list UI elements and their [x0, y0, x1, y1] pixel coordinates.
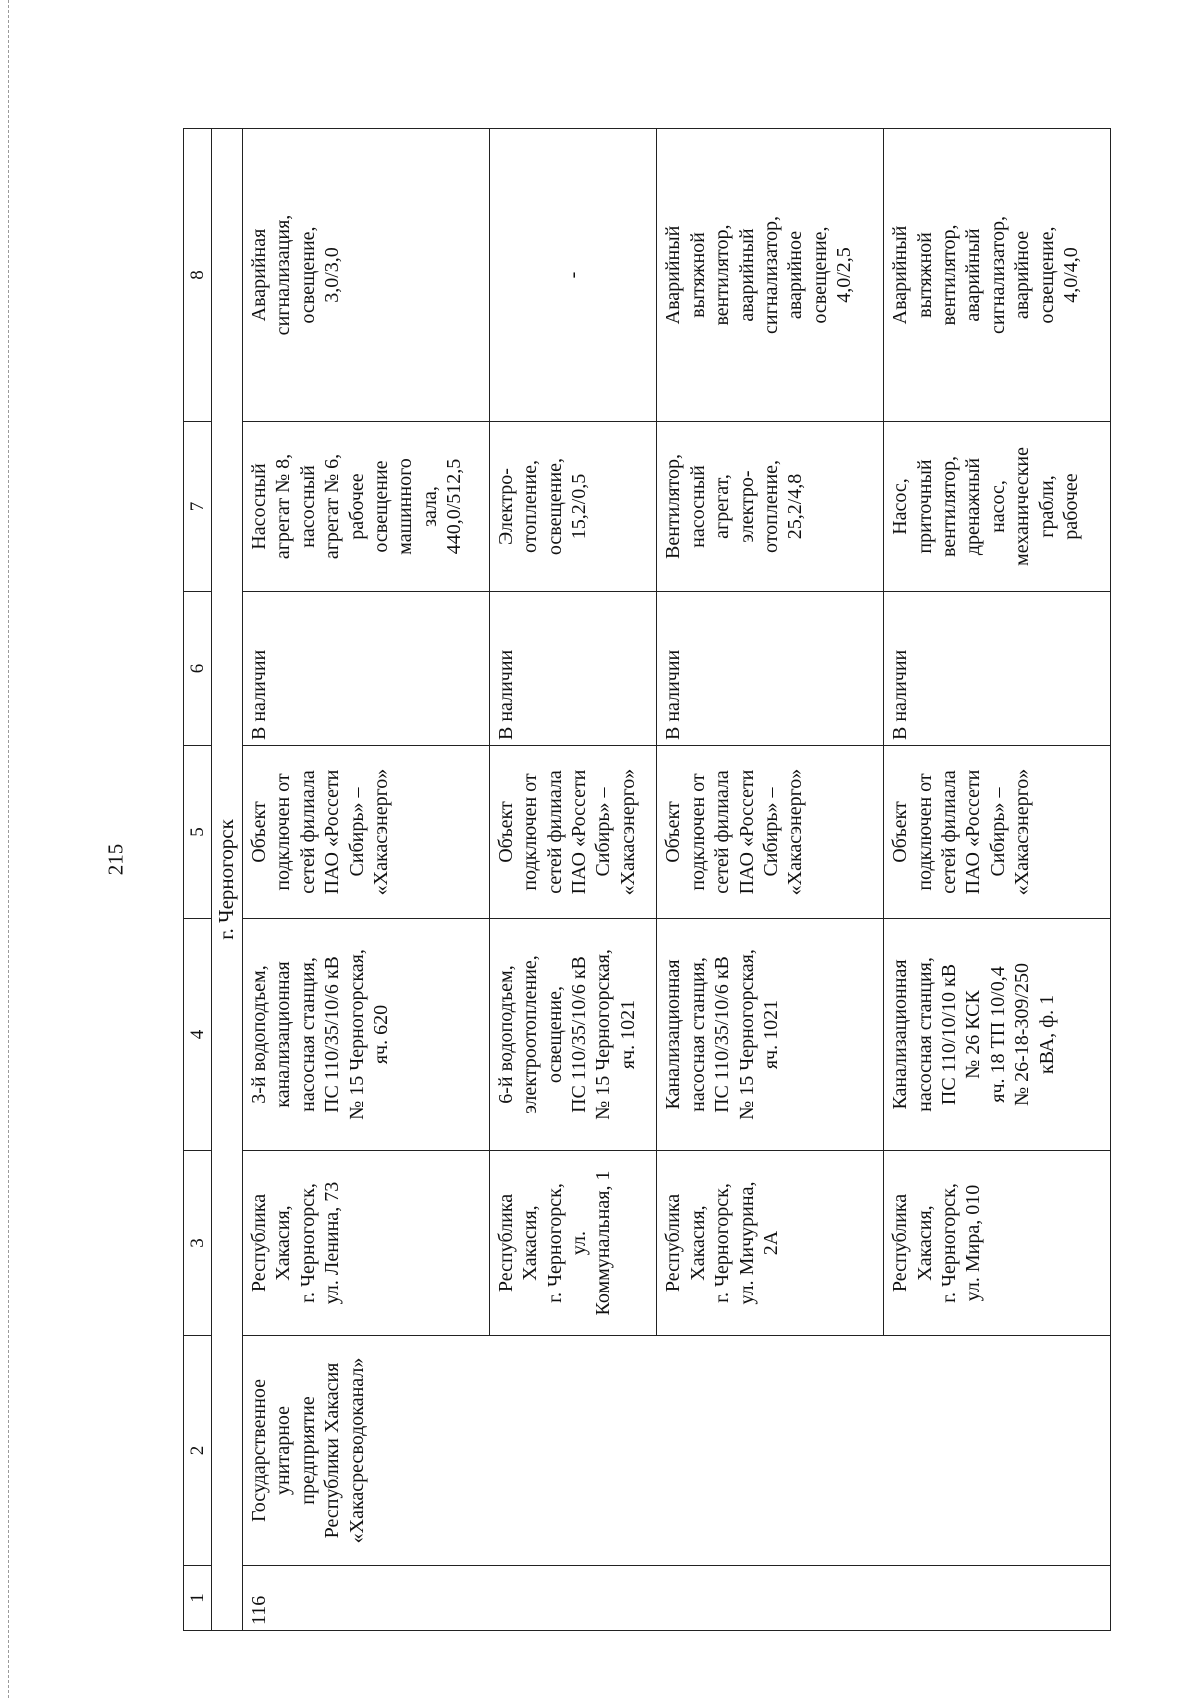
column-header: 7: [184, 422, 212, 592]
availability-cell: В наличии: [243, 592, 490, 746]
column-header: 4: [184, 919, 212, 1151]
address-cell: Республика Хакасия, г. Черногорск, ул. Мира, 010: [884, 1151, 1111, 1336]
column-header: 6: [184, 592, 212, 746]
column-number-row: [184, 129, 212, 1631]
availability-cell: В наличии: [884, 592, 1111, 746]
table-row: [243, 129, 490, 1631]
emergency-cell: Аварийная сигнализация, освещение, 3,0/3,0: [243, 129, 490, 422]
object-cell: 6-й водоподъем, электроотопление, освещение, ПС 110/35/10/6 кВ № 15 Черногорская, яч. 1021: [489, 919, 657, 1151]
address-cell: Республика Хакасия, г. Черногорск, ул. Ленина, 73: [243, 1151, 490, 1336]
load-cell: Насос, приточный вентилятор, дренажный насос, механические грабли, рабочее: [884, 422, 1111, 592]
object-cell: 3-й водоподъем, канализационная насосная станция, ПС 110/35/10/6 кВ № 15 Черногорская, яч. 620: [243, 919, 490, 1151]
load-cell: Насосный агрегат № 8, насосный агрегат № 6, рабочее освещение машинного зала, 440,0/512,5: [243, 422, 490, 592]
organization-cell: Государственное унитарное предприятие Республики Хакасия «Хакасресводоканал»: [243, 1336, 1111, 1566]
region-row: [212, 129, 243, 1631]
emergency-cell: Аварийный вытяжной вентилятор, аварийный сигнализатор, аварийное освещение, 4,0/4,0: [884, 129, 1111, 422]
object-cell: Канализационная насосная станция, ПС 110/10/10 кВ № 26 КСК яч. 18 ТП 10/0,4 № 26-18-309/250 кВА, ф. 1: [884, 919, 1111, 1151]
connection-cell: Объект подключен от сетей филиала ПАО «Россети Сибирь» – «Хакасэнерго»: [657, 746, 884, 919]
emergency-cell: -: [489, 129, 657, 422]
address-cell: Республика Хакасия, г. Черногорск, ул. Мичурина, 2А: [657, 1151, 884, 1336]
column-header: 3: [184, 1151, 212, 1336]
column-header: 1: [184, 1566, 212, 1631]
address-cell: Республика Хакасия, г. Черногорск, ул. Коммунальная, 1: [489, 1151, 657, 1336]
data-table: [183, 128, 1111, 1631]
object-cell: Канализационная насосная станция, ПС 110/35/10/6 кВ № 15 Черногорская, яч. 1021: [657, 919, 884, 1151]
connection-cell: Объект подключен от сетей филиала ПАО «Россети Сибирь» – «Хакасэнерго»: [489, 746, 657, 919]
row-number: 116: [243, 1566, 1111, 1631]
rotated-table-container: [183, 129, 1111, 1631]
availability-cell: В наличии: [489, 592, 657, 746]
emergency-cell: Аварийный вытяжной вентилятор, аварийный сигнализатор, аварийное освещение, 4,0/2,5: [657, 129, 884, 422]
column-header: 5: [184, 746, 212, 919]
load-cell: Вентилятор, насосный агрегат, электро- отопление, 25,2/4,8: [657, 422, 884, 592]
column-header: 8: [184, 129, 212, 422]
availability-cell: В наличии: [657, 592, 884, 746]
scan-edge-line: [8, 0, 9, 1698]
connection-cell: Объект подключен от сетей филиала ПАО «Россети Сибирь» – «Хакасэнерго»: [243, 746, 490, 919]
column-header: 2: [184, 1336, 212, 1566]
connection-cell: Объект подключен от сетей филиала ПАО «Россети Сибирь» – «Хакасэнерго»: [884, 746, 1111, 919]
region-title: г. Черногорск: [212, 129, 243, 1631]
load-cell: Электро- отопление, освещение, 15,2/0,5: [489, 422, 657, 592]
page-number: 215: [103, 843, 128, 876]
